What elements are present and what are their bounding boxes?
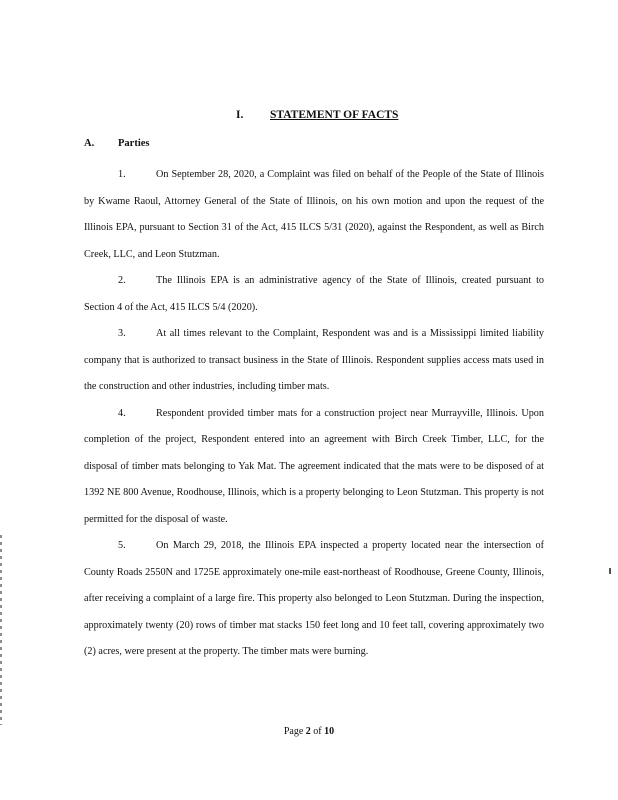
- paragraph-number: 5.: [118, 540, 126, 551]
- paragraph-text: On March 29, 2018, the Illinois EPA inspected a property located near the intersection of County Roads 2550N and 1725E approximately one-mile east-northeast of Roodhouse, Greene County, Illinois, after receiving a complaint of a large fire. This property also belonged to Leon Stutzman. During the inspection, approximately twenty (20) rows of timber mat stacks 150 feet long and 10 feet tall, covering approximately two (2) acres, were present at the property. The timber mats were burning.: [84, 540, 544, 657]
- page-separator: of: [310, 726, 325, 737]
- paragraph-2: [84, 268, 544, 321]
- paragraph-3: [84, 321, 544, 401]
- subsection-title: Parties: [118, 138, 150, 149]
- paragraph-number: 1.: [118, 169, 126, 180]
- section-title: STATEMENT OF FACTS: [270, 109, 399, 121]
- paragraph-number: 2.: [118, 275, 126, 286]
- paragraph-text: Respondent provided timber mats for a construction project near Murrayville, Illinois. Upon completion of the project, Respondent entered into an agreement with Birch Creek Timber, LLC, for the disposal of timber mats belonging to Yak Mat. The agreement indicated that the mats were to be disposed of at 1392 NE 800 Avenue, Roodhouse, Illinois, which is a property belonging to Leon Stutzman. This property is not permitted for the disposal of waste.: [84, 407, 544, 525]
- paragraph-text: On September 28, 2020, a Complaint was filed on behalf of the People of the State of Illinois by Kwame Raoul, Attorney General of the State of Illinois, on his own motion and upon the request of the Illinois EPA, pursuant to Section 31 of the Act, 415 ILCS 5/31 (2020), against the Respondent, as well as Birch Creek, LLC, and Leon Stutzman.: [84, 169, 544, 260]
- scan-margin-mark: [0, 535, 2, 725]
- scan-speck: [609, 568, 611, 574]
- page-label: Page: [283, 726, 306, 737]
- paragraph-text: The Illinois EPA is an administrative agency of the State of Illinois, created pursuant to Section 4 of the Act, 415 ILCS 5/4 (2020).: [84, 275, 544, 313]
- subsection-letter: A.: [84, 138, 95, 149]
- current-page-number: 2: [305, 726, 311, 737]
- section-number: I.: [236, 109, 244, 121]
- paragraph-5: [84, 533, 544, 666]
- paragraph-1: [84, 162, 544, 268]
- total-page-count: 10: [324, 726, 335, 737]
- paragraph-text: At all times relevant to the Complaint, Respondent was and is a Mississippi limited liability company that is authorized to transact business in the State of Illinois. Respondent supplies access mats used in the construction and other industries, including timber mats.: [84, 328, 544, 392]
- body-text: [84, 162, 544, 666]
- subsection-heading: [84, 138, 150, 149]
- paragraph-number: 3.: [118, 328, 126, 339]
- paragraph-4: [84, 401, 544, 534]
- paragraph-number: 4.: [118, 407, 126, 419]
- page-footer: [0, 726, 618, 737]
